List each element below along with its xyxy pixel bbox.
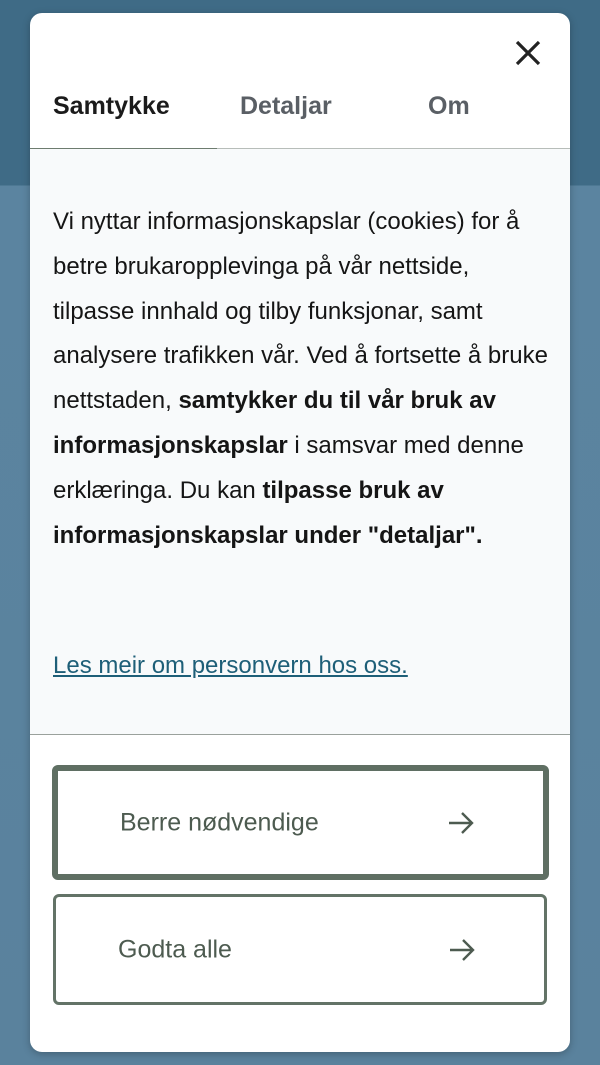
tab-bar <box>30 91 570 151</box>
consent-text-bold: samtykker du til vår bruk av informasjonskapslar <box>53 387 496 459</box>
consent-text-part: i samsvar med denne erklæringa. Du kan <box>53 431 524 504</box>
cookie-consent-dialog <box>30 13 570 1052</box>
accept-all-button[interactable] <box>53 894 547 1005</box>
arrow-right-icon <box>448 938 476 962</box>
tab-samtykke[interactable]: Samtykke <box>53 91 170 148</box>
consent-text-part: Vi nyttar informasjonskapslar (cookies) for å betre brukaropplevinga på vår nettside, tilpasse innhald og tilby funksjonar, samt analysere trafikken vår. Ved å fortsette å bruke nettstaden, <box>53 208 548 415</box>
consent-content <box>30 149 570 735</box>
tab-om[interactable]: Om <box>428 92 470 120</box>
tab-detaljar[interactable]: Detaljar <box>240 92 332 120</box>
privacy-link[interactable]: Les meir om personvern hos oss. <box>53 652 408 679</box>
button-label: Godta alle <box>118 935 232 963</box>
arrow-right-icon <box>447 811 475 835</box>
necessary-only-button[interactable] <box>52 765 549 880</box>
consent-text-bold: tilpasse bruk av informasjonskapslar under "detaljar". <box>53 476 483 549</box>
button-label: Berre nødvendige <box>120 808 319 836</box>
consent-text <box>53 200 553 558</box>
close-icon[interactable] <box>512 37 544 69</box>
